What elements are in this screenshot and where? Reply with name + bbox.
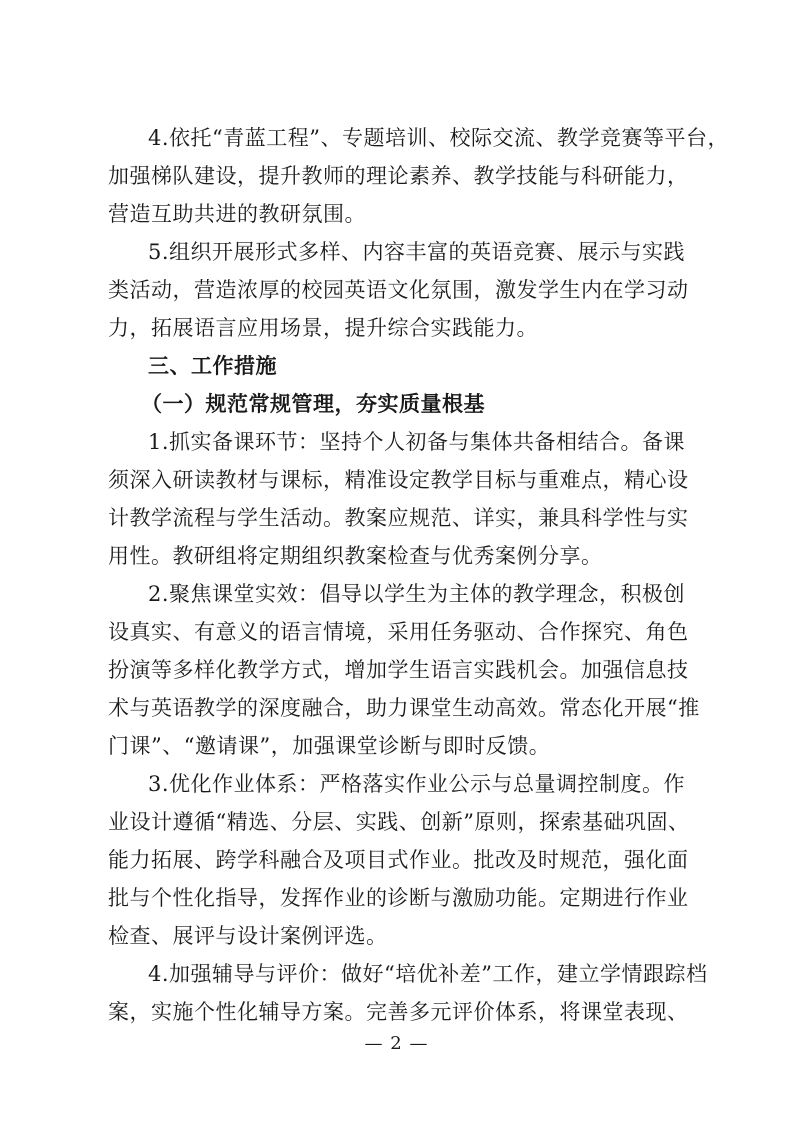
paragraph-line: 计教学流程与学生活动。教案应规范、详实，兼具科学性与实: [108, 506, 689, 530]
paragraph-line: 类活动，营造浓厚的校园英语文化氛围，激发学生内在学习动: [108, 278, 689, 302]
paragraph-line: 设真实、有意义的语言情境，采用任务驱动、合作探究、角色: [108, 620, 689, 644]
paragraph-line: 须深入研读教材与课标，精准设定教学目标与重难点，精心设: [108, 468, 689, 492]
paragraph-line: 检查、展评与设计案例评选。: [108, 924, 388, 948]
paragraph-line: 1.抓实备课环节：坚持个人初备与集体共备相结合。备课: [148, 430, 686, 454]
paragraph-line: 力，拓展语言应用场景，提升综合实践能力。: [108, 316, 538, 340]
paragraph-line: 用性。教研组将定期组织教案检查与优秀案例分享。: [108, 544, 603, 568]
paragraph-line: 2.聚焦课堂实效：倡导以学生为主体的教学理念，积极创: [148, 582, 686, 606]
section-heading: 三、工作措施: [148, 354, 277, 378]
paragraph-line: 批与个性化指导，发挥作业的诊断与激励功能。定期进行作业: [108, 886, 689, 910]
paragraph-line: 营造互助共进的教研氛围。: [108, 202, 366, 226]
paragraph-line: 3.优化作业体系：严格落实作业公示与总量调控制度。作: [148, 772, 686, 796]
paragraph-line: 加强梯队建设，提升教师的理论素养、教学技能与科研能力，: [108, 164, 689, 188]
paragraph-line: 业设计遵循“精选、分层、实践、创新”原则，探索基础巩固、: [108, 810, 690, 834]
page-number: — 2 —: [364, 1033, 429, 1054]
paragraph-line: 术与英语教学的深度融合，助力课堂生动高效。常态化开展“推: [108, 696, 700, 720]
subsection-heading: （一）规范常规管理，夯实质量根基: [141, 392, 485, 416]
paragraph-line: 4.加强辅导与评价：做好“培优补差”工作，建立学情跟踪档: [148, 962, 708, 986]
paragraph-line: 门课”、“邀请课”，加强课堂诊断与即时反馈。: [108, 734, 551, 758]
paragraph-line: 5.组织开展形式多样、内容丰富的英语竞赛、展示与实践: [148, 240, 686, 264]
paragraph-line: 案，实施个性化辅导方案。完善多元评价体系，将课堂表现、: [108, 1000, 689, 1024]
paragraph-line: 扮演等多样化教学方式，增加学生语言实践机会。加强信息技: [108, 658, 689, 682]
paragraph-line: 4.依托“青蓝工程”、专题培训、校际交流、教学竞赛等平台，: [148, 126, 730, 150]
paragraph-line: 能力拓展、跨学科融合及项目式作业。批改及时规范，强化面: [108, 848, 689, 872]
